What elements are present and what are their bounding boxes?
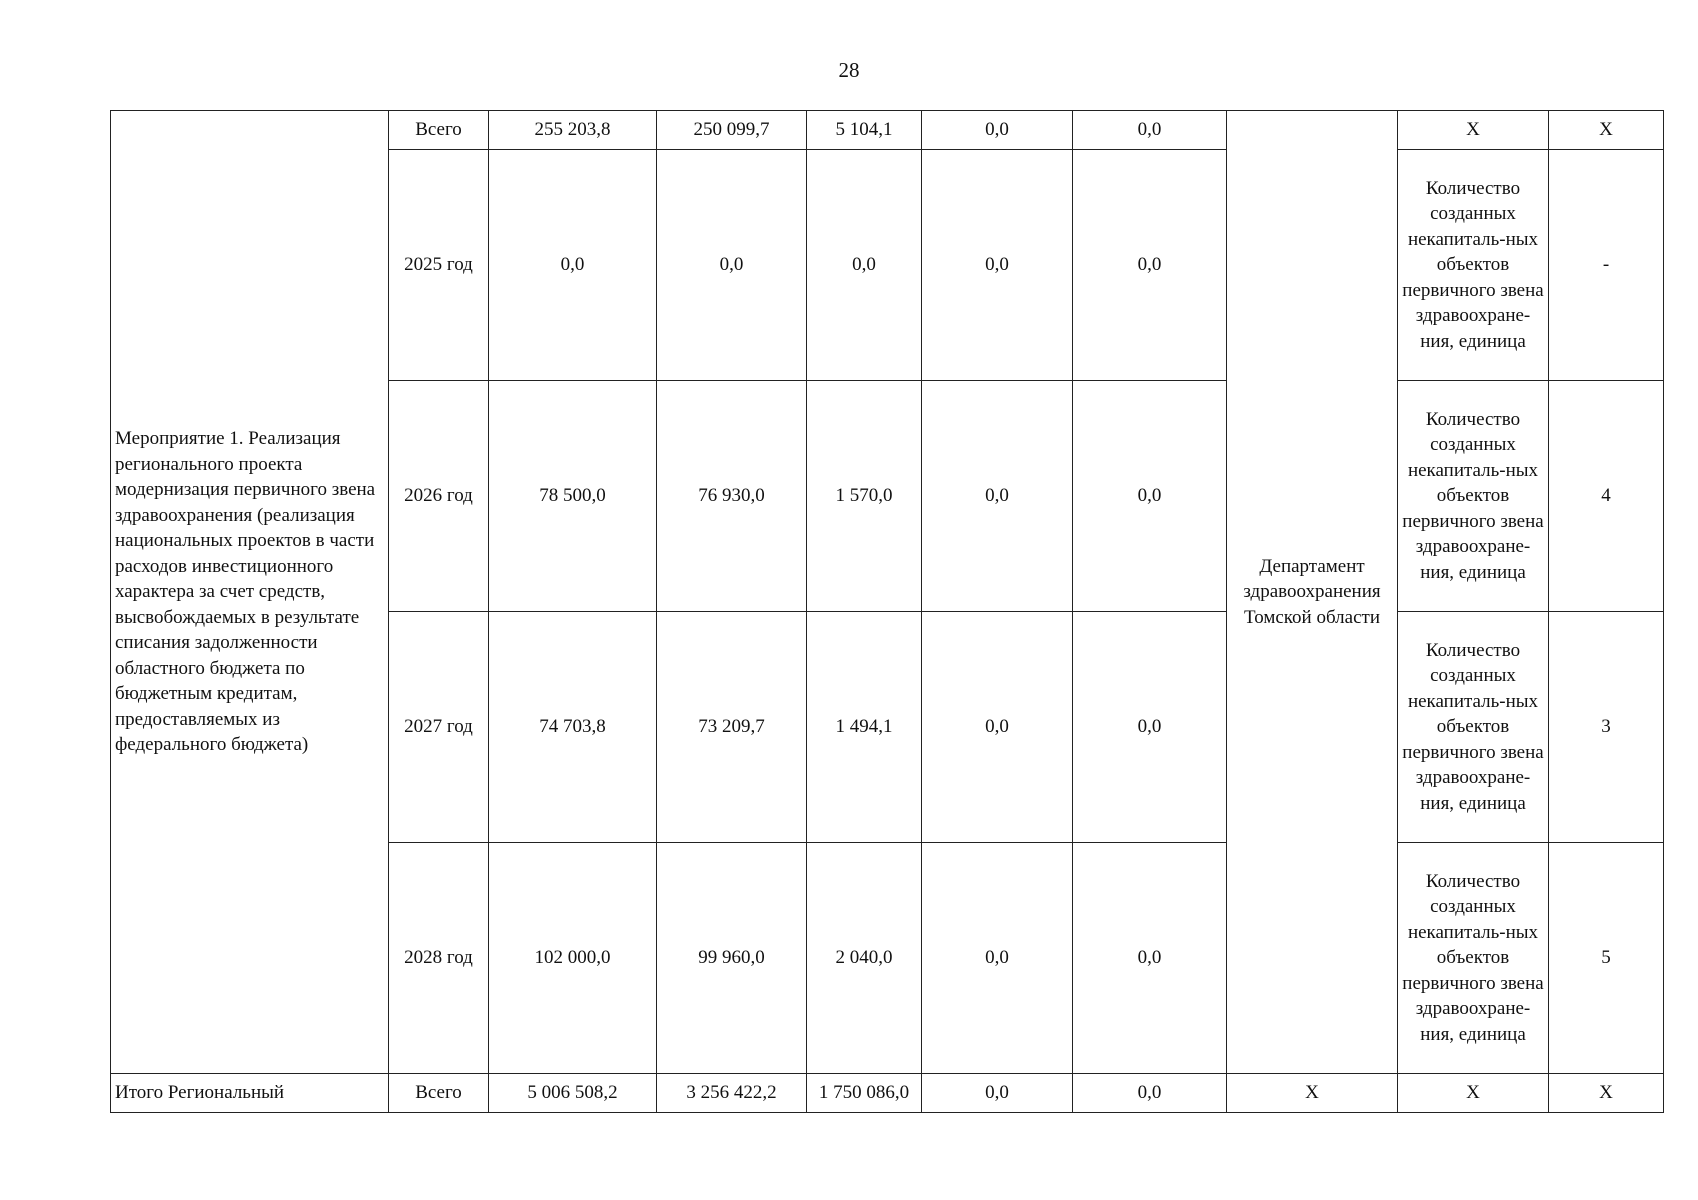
sum-cell: 74 703,8 xyxy=(489,612,657,843)
federal-cell: 3 256 422,2 xyxy=(657,1074,807,1113)
regional-cell: 2 040,0 xyxy=(807,843,922,1074)
indicator-value-cell: 4 xyxy=(1549,381,1664,612)
period-cell: Всего xyxy=(389,1074,489,1113)
measure-description-cell: Мероприятие 1. Реализация регионального проекта модернизация первичного звена здравоохранения (реализация национальных проектов в части расходов инвестиционного характера за счет средств, высвобождаемых в результате списания задолженности областного бюджета по бюджетным кредитам, предоставляемых из федерального бюджета) xyxy=(111,111,389,1074)
period-cell: 2027 год xyxy=(389,612,489,843)
federal-cell: 99 960,0 xyxy=(657,843,807,1074)
indicator-value-cell: X xyxy=(1549,111,1664,150)
page-number: 28 xyxy=(838,58,860,82)
indicator-value-cell: 5 xyxy=(1549,843,1664,1074)
regional-cell: 0,0 xyxy=(807,150,922,381)
other-cell: 0,0 xyxy=(1073,381,1227,612)
federal-cell: 250 099,7 xyxy=(657,111,807,150)
other-cell: 0,0 xyxy=(1073,1074,1227,1113)
other-cell: 0,0 xyxy=(1073,612,1227,843)
indicator-cell: Количество созданных некапиталь-ных объектов первичного звена здравоохране-ния, единица xyxy=(1398,381,1549,612)
period-cell: 2025 год xyxy=(389,150,489,381)
other-cell: 0,0 xyxy=(1073,111,1227,150)
other-cell: 0,0 xyxy=(1073,843,1227,1074)
other-cell: 0,0 xyxy=(1073,150,1227,381)
indicator-value-cell: - xyxy=(1549,150,1664,381)
indicator-cell: X xyxy=(1398,111,1549,150)
sum-cell: 78 500,0 xyxy=(489,381,657,612)
local-cell: 0,0 xyxy=(922,150,1073,381)
regional-cell: 1 750 086,0 xyxy=(807,1074,922,1113)
local-cell: 0,0 xyxy=(922,612,1073,843)
table-row-itogo xyxy=(111,1074,1664,1113)
sum-cell: 255 203,8 xyxy=(489,111,657,150)
federal-cell: 76 930,0 xyxy=(657,381,807,612)
department-cell: Департамент здравоохранения Томской области xyxy=(1227,111,1398,1074)
local-cell: 0,0 xyxy=(922,381,1073,612)
indicator-value-cell: 3 xyxy=(1549,612,1664,843)
period-cell: 2026 год xyxy=(389,381,489,612)
regional-cell: 5 104,1 xyxy=(807,111,922,150)
sum-cell: 5 006 508,2 xyxy=(489,1074,657,1113)
sum-cell: 0,0 xyxy=(489,150,657,381)
local-cell: 0,0 xyxy=(922,1074,1073,1113)
period-cell: 2028 год xyxy=(389,843,489,1074)
regional-cell: 1 570,0 xyxy=(807,381,922,612)
indicator-cell: Количество созданных некапиталь-ных объектов первичного звена здравоохране-ния, единица xyxy=(1398,150,1549,381)
local-cell: 0,0 xyxy=(922,843,1073,1074)
sum-cell: 102 000,0 xyxy=(489,843,657,1074)
period-cell: Всего xyxy=(389,111,489,150)
regional-cell: 1 494,1 xyxy=(807,612,922,843)
department-cell: X xyxy=(1227,1074,1398,1113)
indicator-cell: Количество созданных некапиталь-ных объектов первичного звена здравоохране-ния, единица xyxy=(1398,612,1549,843)
indicator-cell: Количество созданных некапиталь-ных объектов первичного звена здравоохране-ния, единица xyxy=(1398,843,1549,1074)
budget-table xyxy=(110,110,1664,1113)
federal-cell: 73 209,7 xyxy=(657,612,807,843)
indicator-cell: X xyxy=(1398,1074,1549,1113)
local-cell: 0,0 xyxy=(922,111,1073,150)
itogo-label-cell: Итого Региональный xyxy=(111,1074,389,1113)
indicator-value-cell: X xyxy=(1549,1074,1664,1113)
table-row-total xyxy=(111,111,1664,150)
federal-cell: 0,0 xyxy=(657,150,807,381)
